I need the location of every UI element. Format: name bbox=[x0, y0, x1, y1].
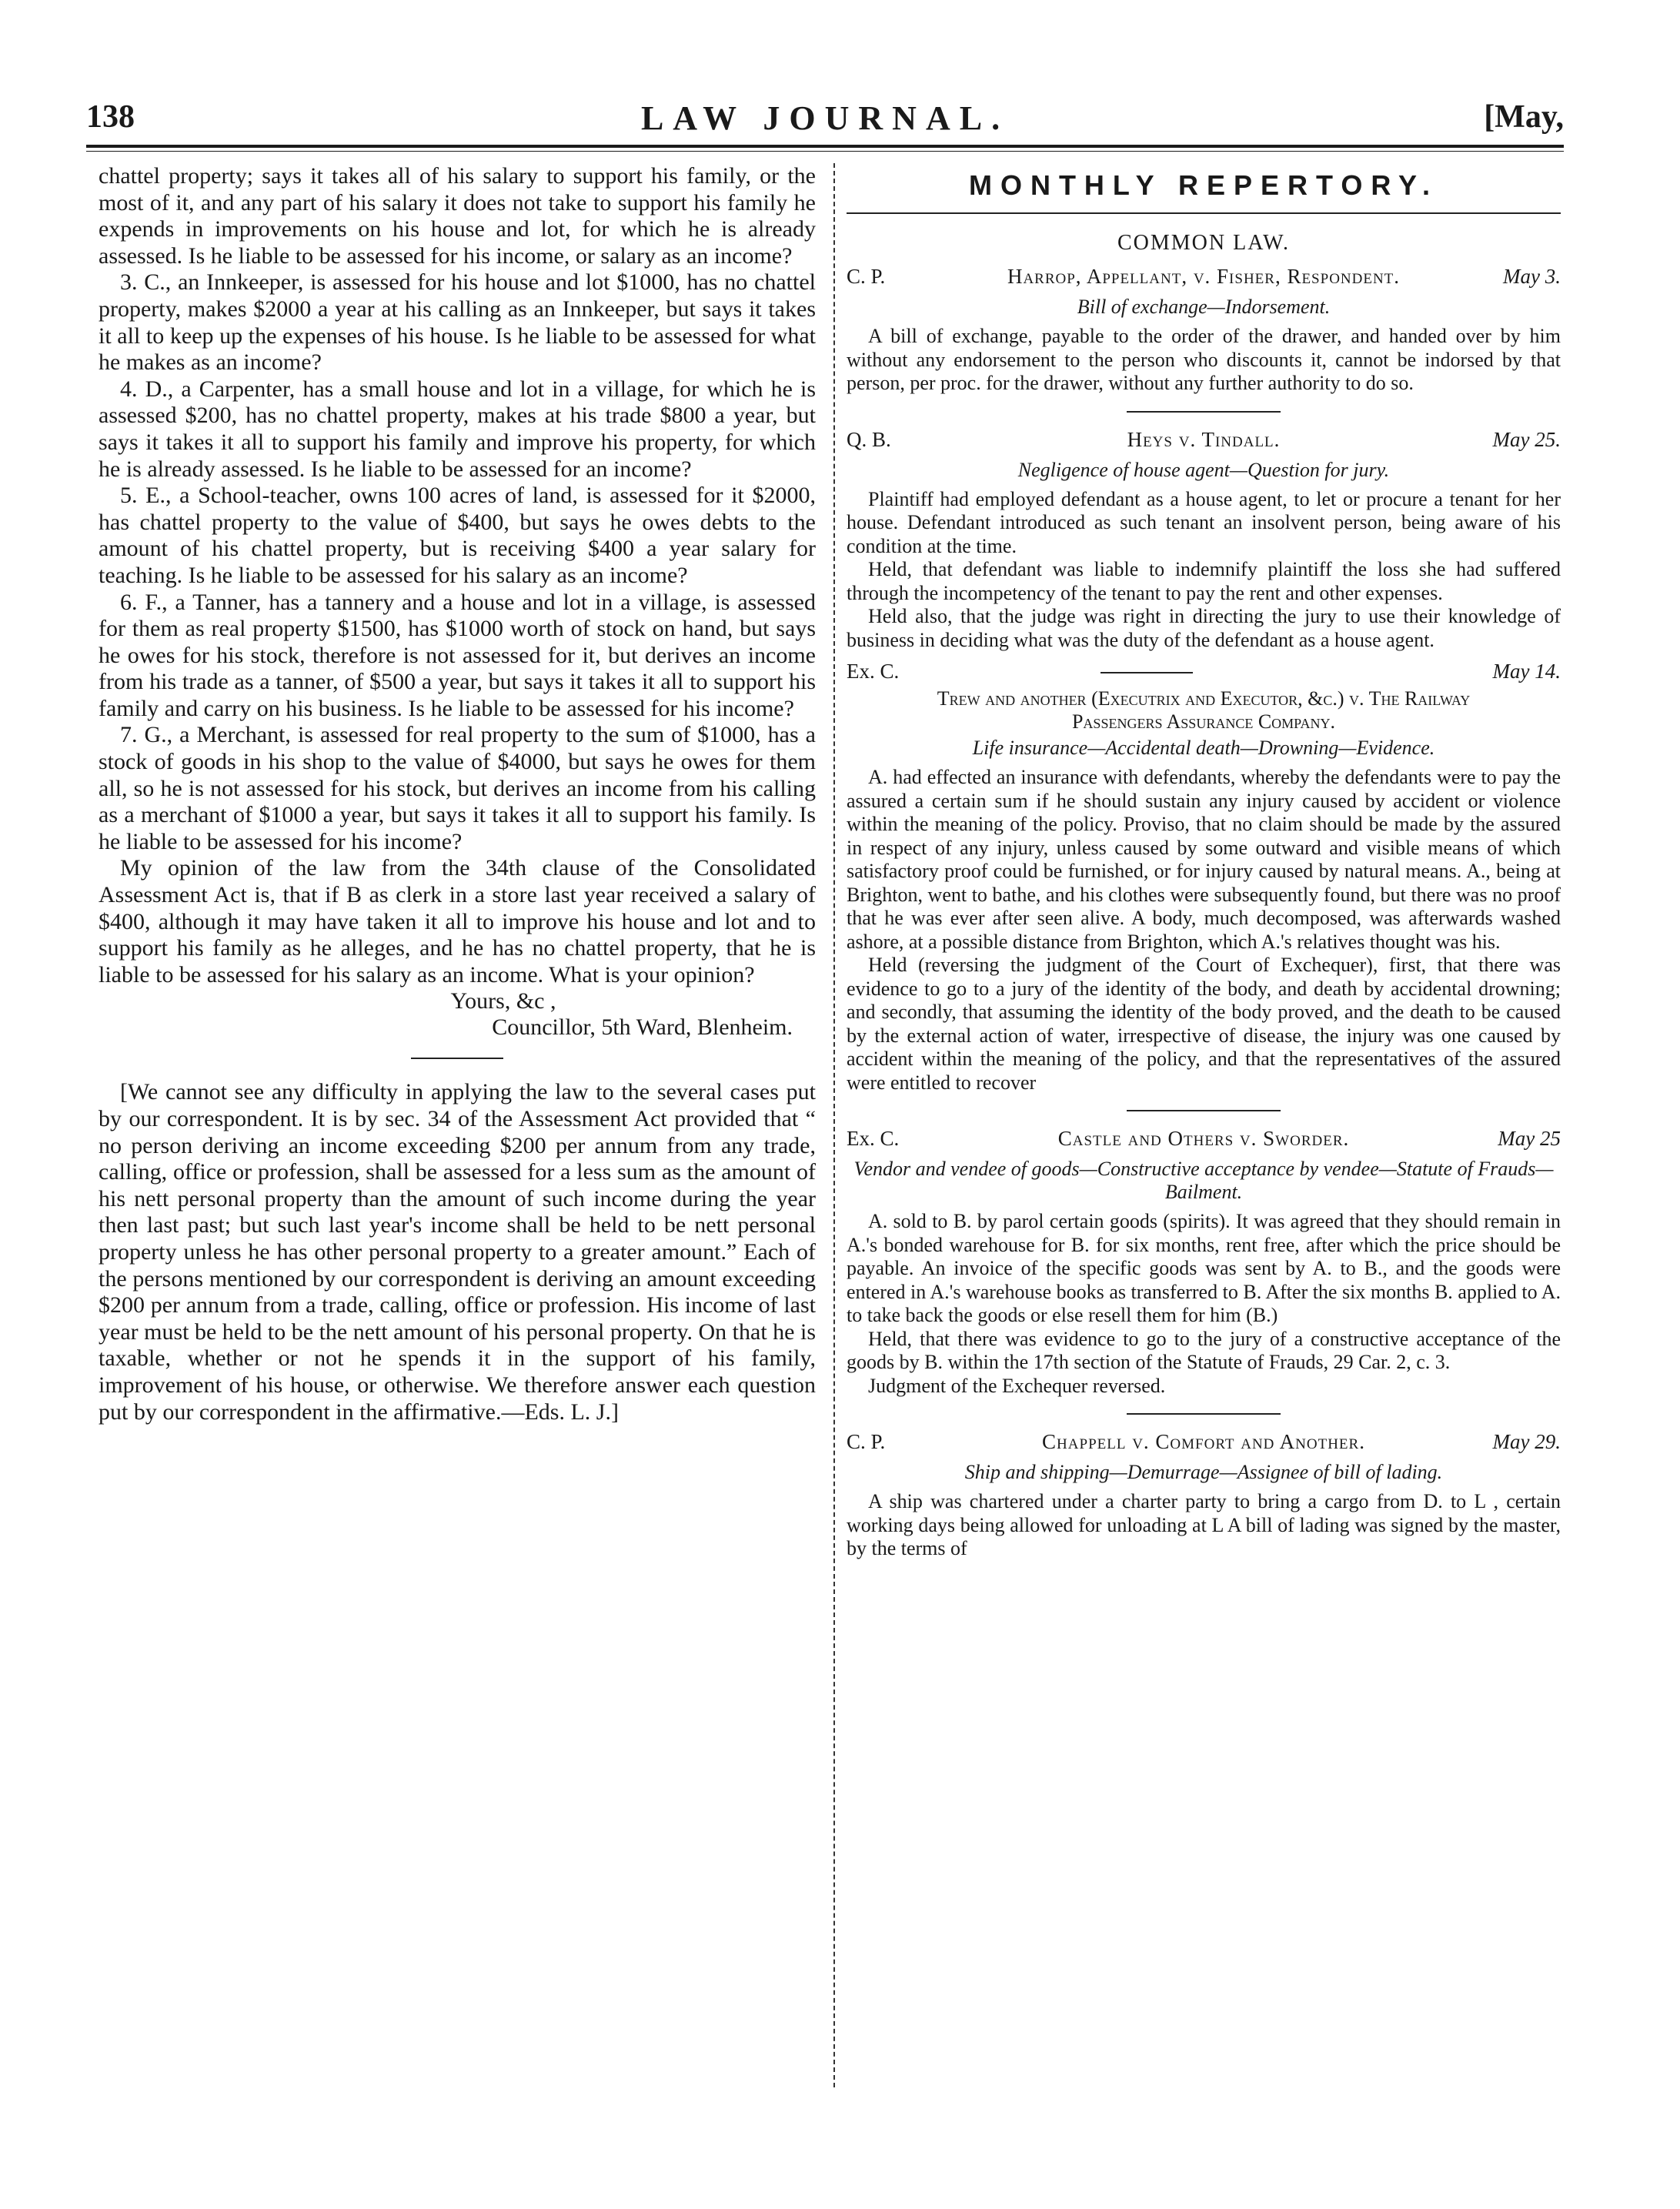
header-rule-thin bbox=[86, 151, 1564, 152]
case-paragraph: A bill of exchange, payable to the order of the drawer, and handed over by him without any endorsement to the person who discounts it, cannot be indorsed by that person, per proc. for the drawer, without any further authority to do so. bbox=[847, 325, 1561, 394]
case-court: C. P. bbox=[847, 265, 886, 288]
case-paragraph: A ship was chartered under a charter party to bring a cargo from D. to L , certain working days being allowed for unloading at L A bill of lading was signed by the master, by the terms of bbox=[847, 1490, 1561, 1559]
left-paragraph: 6. F., a Tanner, has a tannery and a house and lot in a village, is assessed for them as real property $1500, has $1000 worth of stock on hand, but says he owes for his stock, therefore is not assessed for it, but derives an income from his trade as a tanner, of $500 a year, but says it takes it all to support his family and carry on his business. Is he liable to be assessed for his income? bbox=[99, 589, 816, 721]
case-date: May 3. bbox=[1503, 265, 1561, 288]
case-entry bbox=[847, 660, 1561, 1094]
section-rule bbox=[847, 212, 1561, 214]
journal-title: LAW JOURNAL. bbox=[640, 99, 1010, 137]
right-column bbox=[847, 163, 1561, 1561]
case-date: May 29. bbox=[1492, 1430, 1561, 1453]
case-topic: Vendor and vendee of goods—Constructive acceptance by vendee—Statute of Frauds—Bailment. bbox=[853, 1158, 1554, 1203]
left-paragraph: My opinion of the law from the 34th clause of the Consolidated Assessment Act is, that if B as clerk in a store last year received a salary of $400, although it may have taken it all to improve his house and lot and to support his family as he alleges, and he has no chattel property, that he is liable to be assessed for his salary as an income. What is your opinion? bbox=[99, 855, 816, 988]
case-title-line: Passengers Assurance Company. bbox=[1071, 710, 1336, 733]
case-paragraph: Held (reversing the judgment of the Court of Exchequer), first, that there was evidence to go to a jury of the identity of the body, and death by accidental drowning; and secondly, that assuming the identity of the body proved, and the death to be caused by the external action of water, irrespective of disease, the injury was one caused by accident within the meaning of the policy, and that the representatives of the assured were entitled to recover bbox=[847, 954, 1561, 1094]
left-paragraph: 4. D., a Carpenter, has a small house and lot in a village, for which he is assessed $200, has no chattel property, makes at his trade $800 a year, but says it takes it all to support his family and improve his property, for which he is already assessed. Is he liable to be assessed for an income? bbox=[99, 376, 816, 482]
case-header bbox=[847, 1430, 1561, 1458]
case-header bbox=[847, 660, 1561, 687]
case-court: Q. B. bbox=[847, 427, 891, 451]
case-name: Harrop, Appellant, v. Fisher, Respondent. bbox=[1007, 265, 1401, 288]
left-paragraph: chattel property; says it takes all of his salary to support his family, or the most of it, and any part of his salary it does not take to support his family he expends in improvements on his house and lot, for which he is already assessed. Is he liable to be assessed for his income, or salary as an income? bbox=[99, 163, 816, 269]
case-date: May 14. bbox=[1492, 660, 1561, 683]
case-dash bbox=[1101, 672, 1193, 673]
case-separator bbox=[1127, 1110, 1281, 1111]
case-paragraph: A. sold to B. by parol certain goods (spirits). It was agreed that they should remain in A.'s bonded warehouse for B. for six months, rent free, after which the price should be payable. An invoice of the specific goods was sent by A. to B., and the goods were entered in A.'s warehouse books as transferred to B. After the six months B. applied to A. to take back the goods or else resell them for him (B.) bbox=[847, 1210, 1561, 1326]
letter-closing: Yours, &c , bbox=[450, 988, 556, 1014]
subsection-title: COMMON LAW. bbox=[1117, 231, 1291, 255]
case-topic: Ship and shipping—Demurrage—Assignee of bill of lading. bbox=[964, 1461, 1443, 1483]
case-date: May 25. bbox=[1492, 427, 1561, 451]
page-header bbox=[86, 99, 1564, 145]
page-number: 138 bbox=[86, 99, 135, 135]
case-paragraph: Plaintiff had employed defendant as a house agent, to let or procure a tenant for her house. Defendant introduced as such tenant an insolvent person, being aware of his condition at the time. bbox=[847, 487, 1561, 557]
case-court: Ex. C. bbox=[847, 1127, 900, 1150]
editor-reply: [We cannot see any difficulty in applying the law to the several cases put by our correspondent. It is by sec. 34 of the Assessment Act provided that “ no person deriving an income exceeding $200 per annum from any trade, calling, office or profession, shall be assessed for a less sum as the amount of his nett personal property than the amount of such income during the year then last past; but such last year's income shall be held to be nett personal property unless he has other personal property to a greater amount.” Each of the persons mentioned by our correspondent is deriving an amount exceeding $200 per annum from a trade, calling, office or profession. His income of last year must be held to be the nett amount of his personal property. On that he is taxable, whether or not he spends it in the support of his family, improvement of his house, or otherwise. We therefore answer each question put by our correspondent in the affirmative.—Eds. L. J.] bbox=[99, 1079, 816, 1425]
case-entry bbox=[847, 1430, 1561, 1561]
case-header bbox=[847, 1127, 1561, 1155]
case-court: Ex. C. bbox=[847, 660, 900, 683]
case-paragraph: Judgment of the Exchequer reversed. bbox=[868, 1374, 1166, 1397]
left-paragraph: 7. G., a Merchant, is assessed for real property to the sum of $1000, has a stock of goods in his shop to the value of $4000, but says he owes for them all, so he is not assessed for his stock, but derives an income from his calling as a merchant of $1000 a year, but says it takes it all to support his family. Is he liable to be assessed for his income? bbox=[99, 722, 816, 854]
case-paragraph: Held, that there was evidence to go to the jury of a constructive acceptance of the goods by B. within the 17th section of the Statute of Frauds, 29 Car. 2, c. 3. bbox=[847, 1327, 1561, 1373]
case-paragraph: Held also, that the judge was right in directing the jury to use their knowledge of business in deciding what was the duty of the defendant as a house agent. bbox=[847, 605, 1561, 651]
case-separator bbox=[1127, 1413, 1281, 1415]
left-paragraph: 3. C., an Innkeeper, is assessed for his house and lot $1000, has no chattel property, makes $2000 a year at his calling as an Innkeeper, but says it takes it all to keep up the expenses of his house. Is he liable to be assessed for what he makes as an income? bbox=[99, 269, 816, 376]
left-column bbox=[99, 163, 816, 1425]
case-topic: Bill of exchange—Indorsement. bbox=[1077, 296, 1331, 318]
case-paragraph: A. had effected an insurance with defendants, whereby the defendants were to pay the assured a certain sum if he should sustain any injury caused by accident or violence within the meaning of the policy. Proviso, that no claim should be made by the assured in respect of any injury, unless caused by some outward and visible means of which satisfactory proof could be furnished, or for injury caused by natural means. A., being at Brighton, went to bathe, and his clothes were subsequently found, but there was no proof that he was ever after seen alive. A body, much decomposed, was afterwards washed ashore, at a possible distance from Brighton, which A.'s relatives thought was his. bbox=[847, 766, 1561, 953]
case-paragraph: Held, that defendant was liable to indemnify plaintiff the loss she had suffered through the incompetency of the tenant to pay the rent and other expenses. bbox=[847, 558, 1561, 604]
case-title-line: Trew and another (Executrix and Executor, &c.) v. The Railway bbox=[937, 687, 1471, 710]
case-court: C. P. bbox=[847, 1430, 886, 1453]
case-topic: Negligence of house agent—Question for jury. bbox=[1017, 458, 1390, 481]
section-title: MONTHLY REPERTORY. bbox=[968, 169, 1439, 201]
column-divider bbox=[833, 163, 835, 2087]
case-entry bbox=[847, 265, 1561, 396]
case-name: Heys v. Tindall. bbox=[1127, 427, 1281, 451]
case-header bbox=[847, 428, 1561, 456]
header-month: [May, bbox=[1484, 99, 1564, 135]
separator-rule bbox=[411, 1058, 503, 1059]
case-separator bbox=[1127, 411, 1281, 413]
case-name: Chappell v. Comfort and Another. bbox=[1042, 1430, 1365, 1453]
case-entry bbox=[847, 428, 1561, 653]
case-name: Castle and Others v. Sworder. bbox=[1057, 1127, 1350, 1150]
case-entry bbox=[847, 1127, 1561, 1398]
case-date: May 25 bbox=[1498, 1127, 1561, 1150]
case-header bbox=[847, 265, 1561, 292]
letter-signature: Councillor, 5th Ward, Blenheim. bbox=[492, 1014, 793, 1041]
header-rule bbox=[86, 145, 1564, 148]
case-topic: Life insurance—Accidental death—Drowning—Evidence. bbox=[972, 737, 1435, 759]
left-paragraph: 5. E., a School-teacher, owns 100 acres of land, is assessed for it $2000, has chattel property to the value of $400, but says he owes debts to the amount of his chattel property, but is receiving $400 a year salary for teaching. Is he liable to be assessed for his salary as an income? bbox=[99, 483, 816, 588]
